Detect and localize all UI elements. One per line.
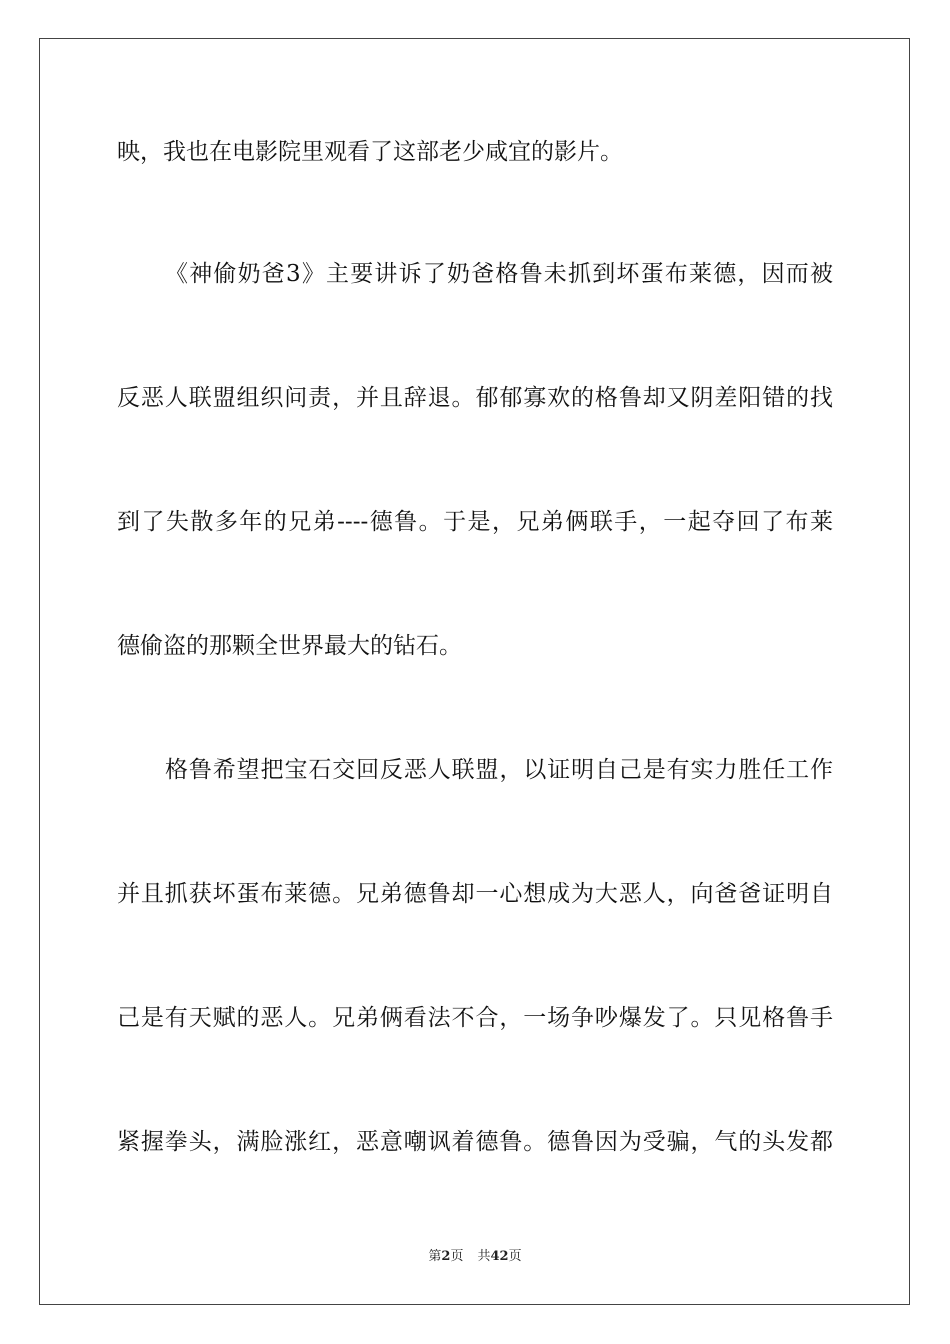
page-suffix: 页 — [450, 1249, 464, 1264]
text-line-4: 到了失散多年的兄弟----德鲁。于是，兄弟俩联手，一起夺回了布莱 — [117, 509, 833, 535]
text-line-5: 德偷盗的那颗全世界最大的钻石。 — [117, 633, 462, 659]
page-footer — [0, 1248, 950, 1266]
text-line-8: 己是有天赋的恶人。兄弟俩看法不合，一场争吵爆发了。只见格鲁手 — [117, 1005, 833, 1031]
page-number: 2 — [441, 1249, 451, 1264]
text-line-3: 反恶人联盟组织问责，并且辞退。郁郁寡欢的格鲁却又阴差阳错的找 — [117, 385, 833, 411]
text-line-1: 映，我也在电影院里观看了这部老少咸宜的影片。 — [117, 139, 623, 165]
text-line-9: 紧握拳头，满脸涨红，恶意嘲讽着德鲁。德鲁因为受骗，气的头发都 — [117, 1129, 833, 1155]
total-suffix: 页 — [508, 1249, 522, 1264]
total-prefix: 共 — [477, 1249, 491, 1264]
page-prefix: 第 — [428, 1249, 442, 1264]
page-border — [39, 38, 910, 1305]
text-line-2: 《神偷奶爸3》主要讲诉了奶爸格鲁未抓到坏蛋布莱德，因而被 — [165, 261, 833, 287]
text-line-6: 格鲁希望把宝石交回反恶人联盟，以证明自己是有实力胜任工作 — [165, 757, 833, 783]
text-line-7: 并且抓获坏蛋布莱德。兄弟德鲁却一心想成为大恶人，向爸爸证明自 — [117, 881, 833, 907]
total-pages: 42 — [490, 1249, 509, 1264]
